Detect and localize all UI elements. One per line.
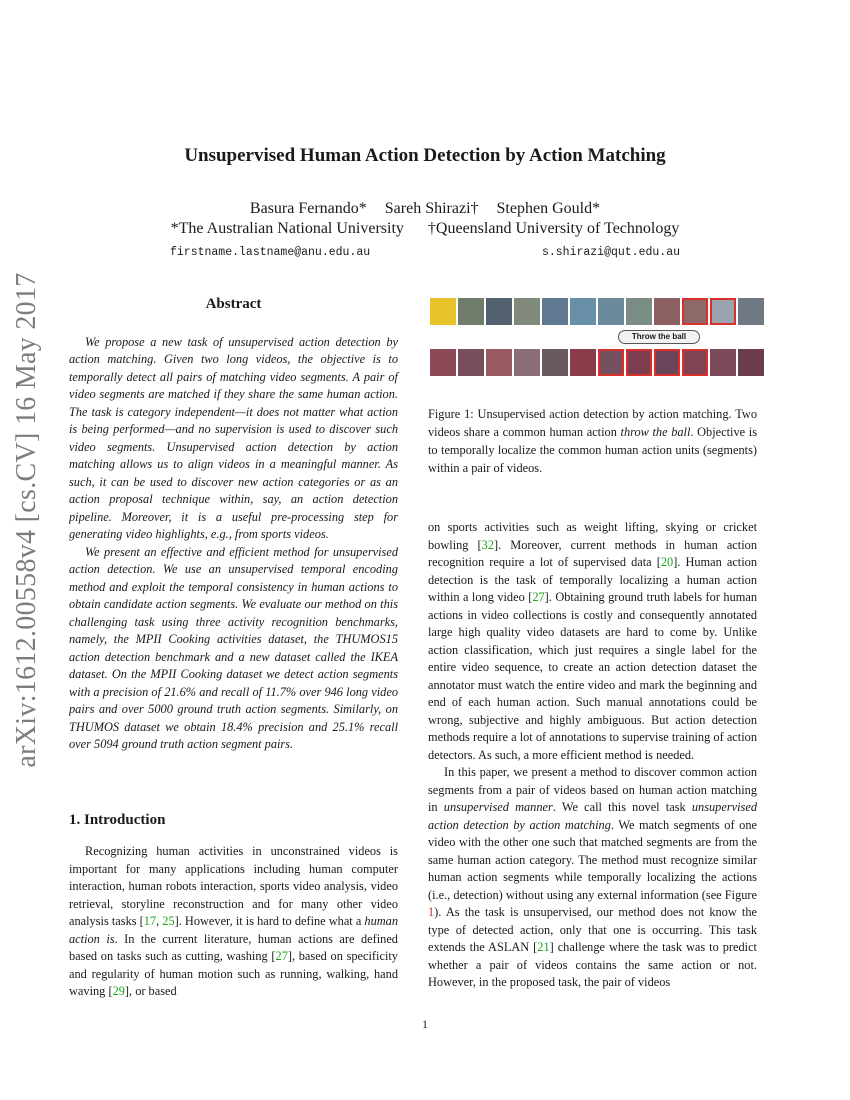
video-frame-thumbnail xyxy=(570,298,596,325)
author: Stephen Gould* xyxy=(496,200,601,217)
video-frame-thumbnail xyxy=(626,349,652,376)
body-paragraph: on sports activities such as weight lifting, skying or cricket bowling [32]. Moreover, current methods in human action recognition require a lot of supervised data [20]. Human action detection is the task of temporally localizing a human action within a long video [27]. Obtaining ground truth labels for human actions in video collections is costly and consequently annotated large high quality video datasets are hard to come by. Unlike action classification, which just requires a single label for the entire video sequence, to create an action detection dataset the annotator must watch the entire video and mark the beginning and end of each human action. Such manual annotations could be wrong, subjective and highly ambiguous. But action detection methods require a lot of annotations to supervise training of action detectors. As such, a more efficient method is needed. xyxy=(428,520,757,762)
video-frame-thumbnail xyxy=(458,298,484,325)
affiliation: *The Australian National University xyxy=(170,220,404,237)
arxiv-identifier: arXiv:1612.00558v4 [cs.CV] 16 May 2017 xyxy=(11,272,42,768)
video-frame-thumbnail xyxy=(514,349,540,376)
video-frame-strip-bottom xyxy=(430,349,764,376)
right-column xyxy=(428,519,757,992)
author: Basura Fernando* xyxy=(249,200,367,217)
affiliation-list xyxy=(0,220,850,238)
video-frame-thumbnail xyxy=(710,298,736,325)
author-list xyxy=(0,200,850,218)
citation-link[interactable]: 25 xyxy=(162,914,175,928)
abstract-paragraph: We present an effective and efficient method for unsupervised action detection. We use an unsupervised temporal encoding method and exploit the temporal consistency in human actions to obtain candidate action segments. We evaluate our method on this challenging task using three activity recognition benchmarks, namely, the MPII Cooking activities dataset, the THUMOS15 action detection benchmark and a new dataset called the IKEA dataset. On the MPII Cooking dataset we detect action segments with a precision of 21.6% and recall of 11.7% over 946 long video pairs and over 5000 ground truth action segments. Similarly, on THUMOS dataset we obtain 18.4% precision and 25.1% recall over 5094 ground truth action segment pairs. xyxy=(69,544,398,751)
video-frame-thumbnail xyxy=(430,349,456,376)
citation-link[interactable]: 32 xyxy=(481,537,494,552)
video-frame-thumbnail xyxy=(682,298,708,325)
citation-link[interactable]: 27 xyxy=(275,949,288,963)
left-column xyxy=(69,296,398,1001)
arxiv-sidebar xyxy=(4,260,50,780)
video-frame-thumbnail xyxy=(514,298,540,325)
abstract-paragraph: We propose a new task of unsupervised action detection by action matching. Given two long videos, the objective is to temporally detect all pairs of matching video segments. A pair of video segments are matched if they share the same human action. The task is category independent—it does not matter what action is being performed—and no supervision is used to discover such video segments. Unsupervised action detection by action matching allows us to align videos in a meaningful manner. As such, it can be used to discover new action categories or as an action proposal technique within, say, an action detection pipeline. Moreover, it is a useful pre-processing step for generating video highlights, e.g., from sports videos. xyxy=(69,334,398,541)
citation-link[interactable]: 27 xyxy=(532,590,545,604)
figure-1-image xyxy=(428,296,757,382)
video-frame-thumbnail xyxy=(738,349,764,376)
page-number: 1 xyxy=(422,1017,428,1031)
video-frame-thumbnail xyxy=(542,298,568,325)
video-frame-thumbnail xyxy=(486,349,512,376)
intro-paragraph: Recognizing human activities in unconstrained videos is important for many applications including human computer interaction, human robots interaction, sports video analysis, video retrieval, storyline reconstruction and for many other video analysis tasks [17, 25]. However, it is hard to define what a human action is. In the current literature, human actions are defined based on tasks such as cutting, washing [27], based on specificity and regularity of human motion such as running, walking, hand waving [29], or based xyxy=(69,844,399,998)
video-frame-thumbnail xyxy=(570,349,596,376)
citation-link[interactable]: 20 xyxy=(660,555,674,569)
email-list xyxy=(170,246,680,259)
affiliation: †Queensland University of Technology xyxy=(427,220,680,237)
video-frame-thumbnail xyxy=(654,298,680,325)
video-frame-thumbnail xyxy=(654,349,680,376)
video-frame-thumbnail xyxy=(542,349,568,376)
video-frame-thumbnail xyxy=(598,349,624,376)
body-paragraph: In this paper, we present a method to discover common action segments from a pair of videos based on human action matching in unsupervised manner. We call this novel task unsupervised action detection by action matching. We match segments of one video with the other one such that matched segments are from the same human action category. The method must recognize similar human action segments while temporally localizing the actions (i.e., detection) without using any external information (see Figure 1). As the task is unsupervised, our method does not know the type of detected action, only that one is occurring. This task extends the ASLAN [21] challenge where the task was to predict whether a pair of videos contains the same action or not. However, in the proposed task, the pair of videos xyxy=(428,765,757,989)
section-heading: 1. Introduction xyxy=(69,811,166,828)
email: firstname.lastname@anu.edu.au xyxy=(170,246,371,259)
action-label: Throw the ball xyxy=(618,330,700,344)
citation-link[interactable]: 21 xyxy=(537,940,550,954)
video-frame-thumbnail xyxy=(738,298,764,325)
citation-link[interactable]: 17 xyxy=(143,914,157,928)
abstract-body xyxy=(69,334,398,754)
figure-link[interactable]: 1 xyxy=(428,905,435,919)
email: s.shirazi@qut.edu.au xyxy=(541,246,680,259)
video-frame-strip-top xyxy=(430,298,764,325)
abstract-heading: Abstract xyxy=(205,296,262,312)
citation-link[interactable]: 29 xyxy=(112,984,125,998)
figure-1-caption: Figure 1: Unsupervised action detection by action matching. Two videos share a common human action throw the ball. Objective is to temporally localize the common human action units (segments) within a pair of videos. xyxy=(428,407,757,475)
video-frame-thumbnail xyxy=(626,298,652,325)
author: Sareh Shirazi† xyxy=(384,200,479,217)
video-frame-thumbnail xyxy=(458,349,484,376)
video-frame-thumbnail xyxy=(598,298,624,325)
video-frame-thumbnail xyxy=(486,298,512,325)
paper-title: Unsupervised Human Action Detection by Action Matching xyxy=(184,145,666,166)
video-frame-thumbnail xyxy=(710,349,736,376)
video-frame-thumbnail xyxy=(682,349,708,376)
video-frame-thumbnail xyxy=(430,298,456,325)
